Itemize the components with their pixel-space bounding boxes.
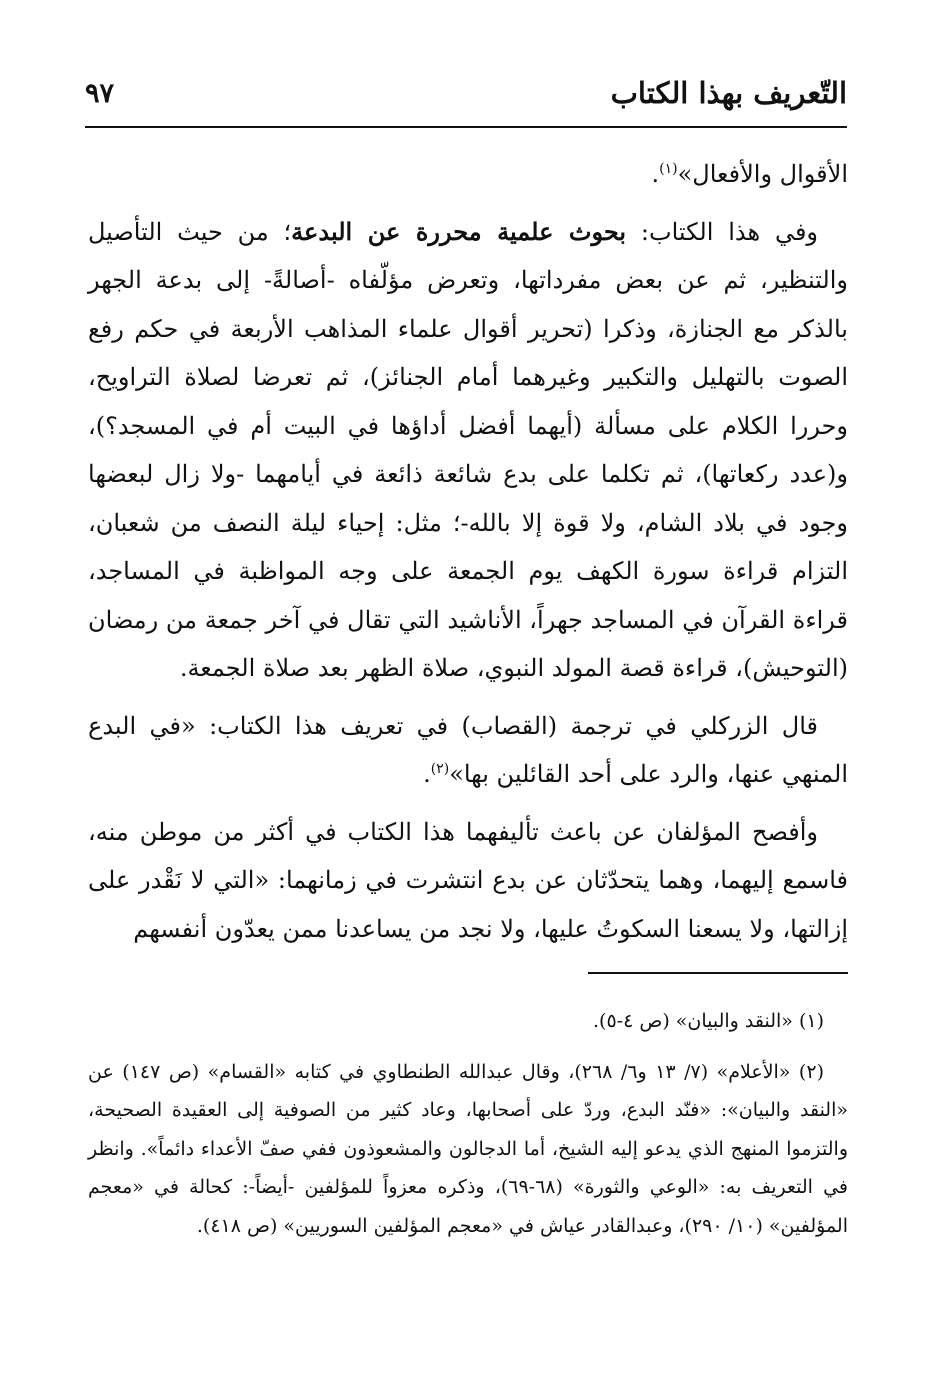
- footnote-2: (٢) «الأعلام» (٧/ ١٣ و٦/ ٢٦٨)، وقال عبدالله الطنطاوي في كتابه «القسام» (ص ١٤٧) عن «النقد والبيان»: «فنّد البدع، وردّ على أصحابها، وعاد كثير من الصوفية إلى العقيدة الصحيحة، والتزموا المنهج الذي يدعو إليه الشيخ، أما الدجالون والمشعوذون ففي صفّ الأعداء دائماً». وانظر في التعريف به: «الوعي والثورة» (٦٨-٦٩)، وذكره معزواً للمؤلفين -أيضاً-: كحالة في «معجم المؤلفين» (١٠/ ٢٩٠)، وعبدالقادر عياش في «معجم المؤلفين السوريين» (ص ٤١٨).: [88, 1060, 848, 1237]
- paragraph-2-rest: ؛ من حيث التأصيل والتنظير، ثم عن بعض مفرداتها، وتعرض مؤلّفاه -أصالةً- إلى بدعة الجهر بالذكر مع الجنازة، وذكرا (تحرير أقوال علماء المذاهب الأربعة في حكم رفع الصوت بالتهليل والتكبير وغيرهما أمام الجنائز)، ثم تعرضا لصلاة التراويح، وحررا الكلام على مسألة (أيهما أفضل أداؤها في البيت أم في المسجد؟)، و(عدد ركعاتها)، ثم تكلما على بدع شائعة ذائعة في أيامهما -ولا زال لبعضها وجود في بلاد الشام، ولا قوة إلا بالله-؛ مثل: إحياء ليلة النصف من شعبان، التزام قراءة سورة الكهف يوم الجمعة على وجه المواظبة في المساجد، قراءة القرآن في المساجد جهراً، الأناشيد التي تقال في آخر جمعة من رمضان (التوحيش)، قراءة قصة المولد النبوي، صلاة الظهر بعد صلاة الجمعة.: [88, 217, 849, 682]
- paragraph-3: [88, 702, 848, 799]
- paragraph-3-text: قال الزركلي في ترجمة (القصاب) في تعريف هذا الكتاب: «في البدع المنهي عنها، والرد على أحد القائلين بها»: [88, 711, 848, 788]
- footnote-ref-1: (١): [659, 161, 678, 177]
- footnotes: [88, 1002, 848, 1257]
- paragraph-2-lead: وفي هذا الكتاب:: [626, 217, 819, 246]
- footnote-ref-2: (٢): [430, 761, 450, 777]
- page-header: [85, 70, 847, 128]
- paragraph-2-bold: بحوث علمية محررة عن البدعة: [291, 216, 627, 246]
- footnote-1: (١) «النقد والبيان» (ص ٤-٥).: [593, 1010, 824, 1032]
- paragraph-1-text: الأقوال والأفعال»: [677, 160, 848, 188]
- paragraph-1: [88, 150, 848, 199]
- paragraph-1-end: .: [651, 160, 660, 188]
- running-title: التّعريف بهذا الكتاب: [610, 76, 847, 110]
- paragraph-4-text: وأفصح المؤلفان عن باعث تأليفهما هذا الكتاب في أكثر من موطن منه، فاسمع إليهما، وهما يتحدّثان عن بدع انتشرت في زمانهما: «التي لا نَقْدر على إزالتها، ولا يسعنا السكوتُ عليها، ولا نجد من يساعدنا ممن يعدّون أنفسهم: [88, 817, 848, 943]
- paragraph-3-end: .: [423, 760, 431, 788]
- paragraph-2: [88, 208, 848, 693]
- main-text: [88, 150, 848, 962]
- page-number: ٩٧: [85, 78, 115, 109]
- paragraph-4: [88, 808, 848, 954]
- footnote-divider: [588, 972, 848, 974]
